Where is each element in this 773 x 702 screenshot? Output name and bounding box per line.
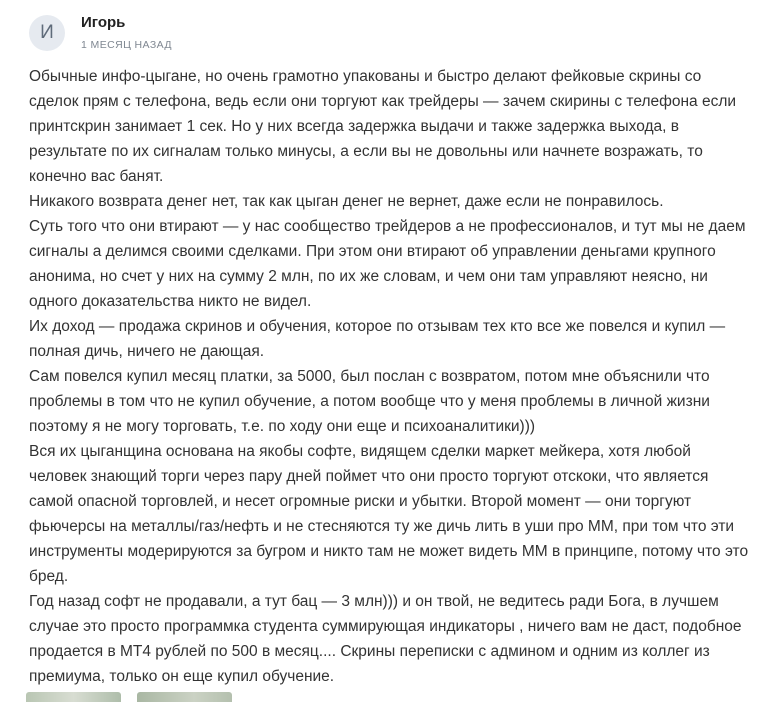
- review-paragraph: Год назад софт не продавали, а тут бац — 3 млн))) и он твой, не ведитесь ради Бога, в лучшем случае это просто программка студента суммирующая индикаторы , ничего вам не даст, подобное продается в МТ4 рублей по 500 в месяц.... Скрины переписки с админом и одним из коллег из премиума, только он еще купил обучение.: [29, 593, 742, 685]
- review-paragraph: Суть того что они втирают — у нас сообщество трейдеров а не профессионалов, и тут мы не даем сигналы а делимся своими сделками. При этом они втирают об управлении деньгами крупного анонима, но счет у них на сумму 2 млн, по их же словам, и чем они там управляют неясно, ни одного доказательства никто не видел.: [29, 218, 746, 310]
- author-meta: [81, 12, 172, 52]
- review-paragraph: Вся их цыганщина основана на якобы софте, видящем сделки маркет мейкера, хотя любой человек знающий торги через пару дней поймет что они просто торгуют отскоки, что является самой опасной торговлей, и несет огромные риски и убытки. Второй момент — они торгуют фьючерсы на металлы/газ/нефть и не стесняются ту же дичь лить в уши про ММ, при том что эти инструменты модерируются за бугром и никто там не может видеть ММ в принципе, потому что это бред.: [29, 443, 749, 585]
- attachment-thumbnails: [26, 692, 248, 702]
- review-date: 1 МЕСЯЦ НАЗАД: [81, 39, 172, 51]
- author-name[interactable]: Игорь: [81, 14, 126, 31]
- attachment-thumbnail[interactable]: [26, 692, 121, 702]
- review-text: [29, 64, 749, 689]
- review-header: [29, 12, 172, 52]
- review-paragraph: Их доход — продажа скринов и обучения, которое по отзывам тех кто все же повелся и купил — полная дичь, ничего не дающая.: [29, 318, 726, 360]
- review-paragraph: Никакого возврата денег нет, так как цыган денег не вернет, даже если не понравилось.: [29, 193, 664, 210]
- review-paragraph: Обычные инфо-цыгане, но очень грамотно упакованы и быстро делают фейковые скрины со сделок прям с телефона, ведь если они торгуют как трейдеры — зачем скирины с телефона если принтскрин занимает 1 сек. Но у них всегда задержка выдачи и также задержка выхода, в результате по их сигналам только минусы, а если вы не довольны или начнете возражать, то конечно вас банят.: [29, 68, 737, 185]
- review-paragraph: Сам повелся купил месяц платки, за 5000, был послан с возвратом, потом мне объяснили что проблемы в том что не купил обучение, а потом вообще что у меня проблемы в личной жизни поэтому я не могу торговать, т.е. по ходу они еще и психоаналитики))): [29, 368, 710, 435]
- avatar[interactable]: И: [29, 15, 65, 51]
- attachment-thumbnail[interactable]: [137, 692, 232, 702]
